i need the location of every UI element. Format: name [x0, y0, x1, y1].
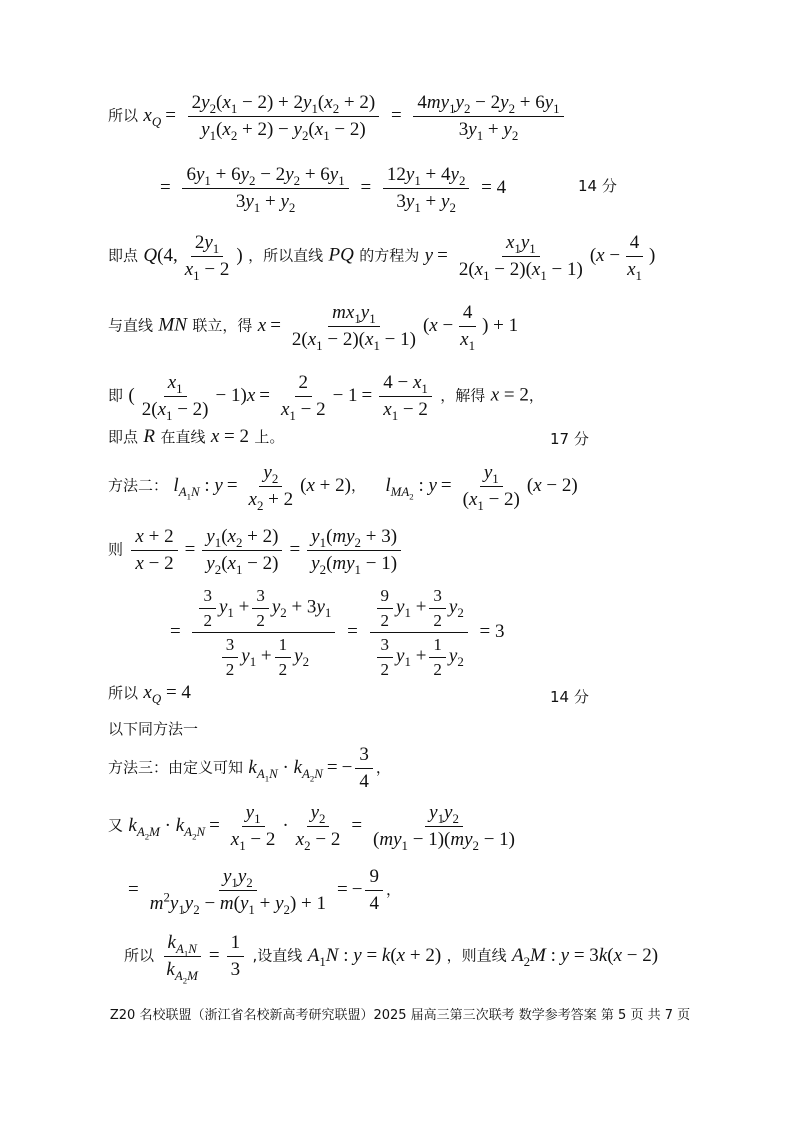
page-footer: Z20 名校联盟（浙江省名校新高考研究联盟）2025 届高三第三次联考 数学参考答案 第 5 页 共 7 页 — [109, 1008, 691, 1023]
formula-slope-product-3: = $\frac{y_1y_2}{m^2y_1y_2 - m(y_1 + y_2) + 1}$ = − $\frac{9}{4}$ — [124, 879, 386, 900]
eq-xq-step2 — [156, 164, 510, 213]
text-same-as-method1: 以下同方法一 — [108, 720, 199, 738]
text-l6-mid: 在直线 — [160, 428, 206, 446]
eq-point-r — [108, 426, 284, 448]
text-suoyi-2: 所以 — [108, 684, 139, 702]
text-l4-prefix: 与直线 — [108, 316, 154, 335]
eq-solve-x: 即 ( $\frac{x_1}{2(x_1 - 2)}$ − 1)x = $\frac{2}{x_1 - 2}$ − 1 = $\frac{4 - x_1}{x_1 - 2}$ ，解得 x = 2， — [108, 372, 544, 423]
formula-intersect: x = $\frac{mx_1y_1}{2(x_1 - 2)(x_1 - 1)}$ (x − $\frac{4}{x_1}$ ) + 1 — [257, 302, 519, 353]
eq-point-q — [108, 232, 655, 281]
score-17: 17 分 — [550, 430, 589, 448]
formula-point-q: Q(4, $\frac{2y_1}{x_1 - 2}$ ) — [143, 232, 243, 283]
text-l3-suffix: 的方程为 — [359, 246, 420, 265]
formula-x-2-line: x = 2 — [210, 426, 250, 447]
eq-method2-lines: 方法二： $l_{A_1N}$ : y = $\frac{y_2}{x_2 + 2}$ (x + 2)， $l_{MA_2}$ : y = $\frac{y_1}{(x_1 - 2)}$ (x − 2) — [108, 462, 578, 513]
text-you: 又 — [108, 816, 124, 835]
formula-x-eq-2: x = 2 — [490, 384, 529, 406]
formula-l-ma2: $l_{MA_2}$ : y = $\frac{y_1}{(x_1 - 2)}$ (x − 2) — [385, 462, 578, 513]
formula-line-a1n: $A_1N$ : y = k(x + 2) — [307, 944, 442, 969]
text-l5-suffix: ，解得 — [440, 386, 486, 405]
text-method2: 方法二： — [108, 476, 169, 495]
eq-xq-4 — [108, 682, 191, 704]
eq-ratio-2 — [166, 586, 509, 679]
text-suoyi: 所以 — [108, 106, 139, 125]
eq-intersect-mn — [108, 302, 518, 351]
eq-method3-slopes: 方法三：由定义可知 $k_{A_1N} \cdot k_{A_2N}$ = − $\frac{3}{4}$ ， — [108, 744, 391, 792]
text-ji-1: 即 — [108, 386, 124, 405]
score-14-b: 14 分 — [550, 688, 589, 706]
text-jidian-2: 即点 — [108, 428, 139, 446]
formula-l-a1n: $l_{A_1N}$ : y = $\frac{y_2}{x_2 + 2}$ (x + 2) — [173, 462, 351, 513]
formula-ratio-1: $\frac{x + 2}{x - 2}$ = $\frac{y_1(x_2 + 2)}{y_2(x_1 - 2)}$ = $\frac{y_1(my_2 + 3)}{y_2(my_1 - 1)}$ — [128, 539, 404, 560]
formula-ratio-2: = $\frac{3}{2}$ $y_1$ + $\frac{3}{2}$ $y_2 + 3y_1$ $\frac{3}{2}$ $y_1$ + $\frac{1}{2}$ $y_2$ = $\frac{9}{2}$ $y_1$ + $\frac{3}{2}$ $y_2$ $\frac{3}{2}$ $y_1$ + $\frac{1}{2}$ $y_2$ = 3 — [170, 586, 505, 679]
text-l6-suffix: 上。 — [254, 428, 285, 446]
eq-slope-product-2 — [108, 802, 522, 851]
formula-xq-2: = $\frac{6y_1 + 6y_2 - 2y_2 + 6y_1}{3y_1 + y_2}$ = $\frac{12y_1 + 4y_2}{3y_1 + y_2}$ = 4 — [160, 164, 507, 215]
text-l15-mid2: ，则直线 — [446, 946, 507, 965]
eq-slope-ratio — [124, 932, 659, 986]
text-l15-mid: ,设直线 — [252, 946, 303, 965]
text-l3-mid: ，所以直线 — [248, 246, 324, 265]
eq-slope-product-3: = $\frac{y_1y_2}{m^2y_1y_2 - m(y_1 + y_2) + 1}$ = − $\frac{9}{4}$ ， — [124, 866, 401, 915]
formula-line-a2m: $A_2M$ : y = 3k(x − 2) — [511, 944, 659, 969]
formula-xq-4: $x_Q = 4$ — [143, 682, 191, 706]
score-14-a: 14 分 — [578, 177, 617, 195]
formula-slope-product-1: $k_{A_1N} \cdot k_{A_2N}$ = − $\frac{3}{4}$ — [248, 757, 375, 778]
text-suoyi-3: 所以 — [124, 946, 155, 965]
text-ze: 则 — [108, 540, 124, 559]
text-l4-suffix: 联立，得 — [192, 316, 253, 335]
text-pq: PQ — [328, 244, 354, 266]
formula-line-pq: y = $\frac{x_1y_1}{2(x_1 - 2)(x_1 - 1)}$ (x − $\frac{4}{x_1}$ ) — [424, 232, 656, 283]
eq-xq-step1 — [108, 92, 567, 141]
formula-slope-ratio: $\frac{k_{A_1N}}{k_{A_2M}}$ = $\frac{1}{3}$ — [159, 945, 247, 966]
text-method3: 方法三：由定义可知 — [108, 758, 244, 777]
eq-ratio-1 — [108, 526, 404, 575]
text-r: R — [143, 426, 156, 447]
text-mn: MN — [158, 314, 187, 336]
formula-slope-product-2: $k_{A_2M} \cdot k_{A_2N}$ = $\frac{y_1}{x_1 - 2}$ · $\frac{y_2}{x_2 - 2}$ = $\frac{y_1y_2}{(my_1 - 1)(my_2 - 1)}$ — [128, 802, 516, 853]
formula-xq-1: $x_Q$ = $\frac{2y_2(x_1 - 2) + 2y_1(x_2 + 2)}{y_1(x_2 + 2) - y_2(x_1 - 2)}$ = $\frac{4my_1y_2 - 2y_2 + 6y_1}{3y_1 + y_2}$ — [143, 105, 566, 126]
formula-solve-x: ( $\frac{x_1}{2(x_1 - 2)}$ − 1)x = $\frac{2}{x_1 - 2}$ − 1 = $\frac{4 - x_1}{x_1 - 2}$ — [128, 385, 434, 406]
text-jidian-1: 即点 — [108, 246, 139, 265]
